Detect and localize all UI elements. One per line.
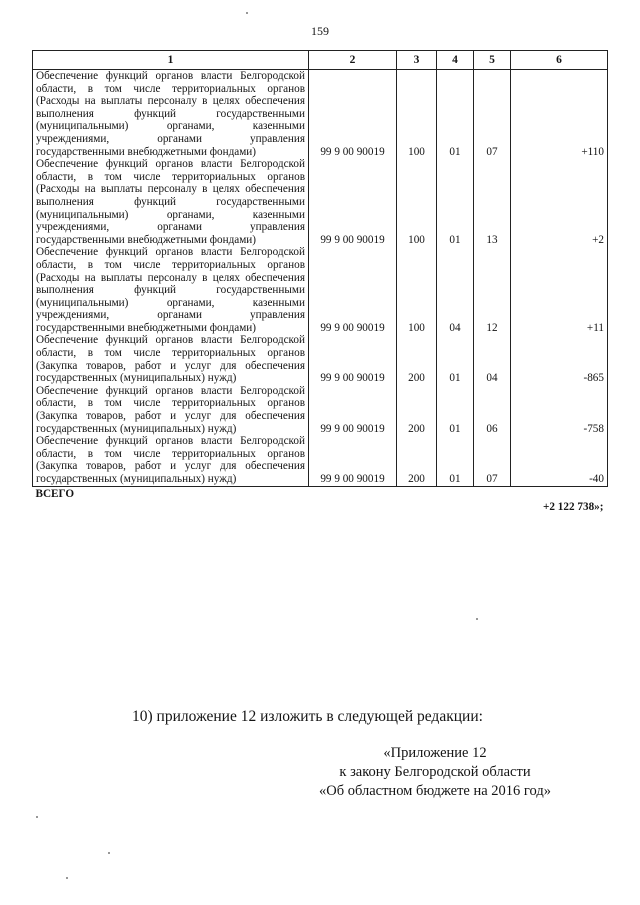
row-col-3: 200: [397, 385, 437, 435]
table-row: [33, 158, 608, 246]
header-col-5: 5: [474, 51, 511, 70]
table-header-row: [33, 51, 608, 70]
row-col-5: 13: [474, 158, 511, 246]
row-description: Обеспечение функций органов власти Белгородской области, в том числе территориальных органов (Расходы на выплаты персоналу в целях обеспечения выполнения функций государственными (муниципальными) органами, казенными учреждениями, органами управления государственными внебюджетными фондами): [33, 246, 309, 334]
table-row: [33, 246, 608, 334]
row-col-3: 100: [397, 158, 437, 246]
row-code: 99 9 00 90019: [309, 70, 397, 159]
table-total-row: [33, 486, 608, 529]
row-description: Обеспечение функций органов власти Белгородской области, в том числе территориальных органов (Закупка товаров, работ и услуг для обеспечения государственных (муниципальных) нужд): [33, 334, 309, 384]
appendix-title: «Приложение 12: [383, 745, 487, 761]
header-col-2: 2: [309, 51, 397, 70]
scan-speck: [66, 877, 68, 879]
row-amount: +110: [511, 70, 608, 159]
scan-speck: [108, 852, 110, 854]
appendix-law-title: «Об областном бюджете на 2016 год»: [319, 783, 551, 799]
header-col-4: 4: [437, 51, 474, 70]
row-col-3: 200: [397, 334, 437, 384]
row-col-4: 01: [437, 385, 474, 435]
row-code: 99 9 00 90019: [309, 385, 397, 435]
row-code: 99 9 00 90019: [309, 334, 397, 384]
scan-speck: [246, 12, 248, 14]
row-code: 99 9 00 90019: [309, 158, 397, 246]
table-row: [33, 70, 608, 159]
row-code: 99 9 00 90019: [309, 435, 397, 486]
total-amount: +2 122 738»;: [511, 486, 608, 529]
total-label: ВСЕГО: [33, 486, 309, 529]
scan-speck: [36, 816, 38, 818]
row-col-3: 100: [397, 70, 437, 159]
row-col-5: 12: [474, 246, 511, 334]
table-row: [33, 435, 608, 486]
item-heading: 10) приложение 12 изложить в следующей редакции:: [132, 708, 483, 725]
row-col-5: 07: [474, 70, 511, 159]
row-description: Обеспечение функций органов власти Белгородской области, в том числе территориальных органов (Расходы на выплаты персоналу в целях обеспечения выполнения функций государственными (муниципальными) органами, казенными учреждениями, органами управления государственными внебюджетными фондами): [33, 70, 309, 159]
row-amount: +2: [511, 158, 608, 246]
row-description: Обеспечение функций органов власти Белгородской области, в том числе территориальных органов (Расходы на выплаты персоналу в целях обеспечения выполнения функций государственными (муниципальными) органами, казенными учреждениями, органами управления государственными внебюджетными фондами): [33, 158, 309, 246]
budget-table: [32, 50, 608, 529]
row-col-3: 100: [397, 246, 437, 334]
appendix-header: [300, 744, 570, 801]
row-col-4: 01: [437, 158, 474, 246]
row-amount: -758: [511, 385, 608, 435]
page-number: 159: [311, 24, 329, 38]
table-row: [33, 385, 608, 435]
table-row: [33, 334, 608, 384]
row-col-5: 04: [474, 334, 511, 384]
header-col-1: 1: [33, 51, 309, 70]
header-col-6: 6: [511, 51, 608, 70]
appendix-law-reference: к закону Белгородской области: [339, 764, 531, 780]
row-description: Обеспечение функций органов власти Белгородской области, в том числе территориальных органов (Закупка товаров, работ и услуг для обеспечения государственных (муниципальных) нужд): [33, 385, 309, 435]
row-col-3: 200: [397, 435, 437, 486]
row-code: 99 9 00 90019: [309, 246, 397, 334]
row-col-5: 07: [474, 435, 511, 486]
scan-speck: [476, 618, 478, 620]
row-col-4: 01: [437, 70, 474, 159]
header-col-3: 3: [397, 51, 437, 70]
row-col-4: 01: [437, 334, 474, 384]
row-amount: -865: [511, 334, 608, 384]
row-description: Обеспечение функций органов власти Белгородской области, в том числе территориальных органов (Закупка товаров, работ и услуг для обеспечения государственных (муниципальных) нужд): [33, 435, 309, 486]
row-col-4: 01: [437, 435, 474, 486]
row-amount: -40: [511, 435, 608, 486]
row-amount: +11: [511, 246, 608, 334]
row-col-5: 06: [474, 385, 511, 435]
row-col-4: 04: [437, 246, 474, 334]
